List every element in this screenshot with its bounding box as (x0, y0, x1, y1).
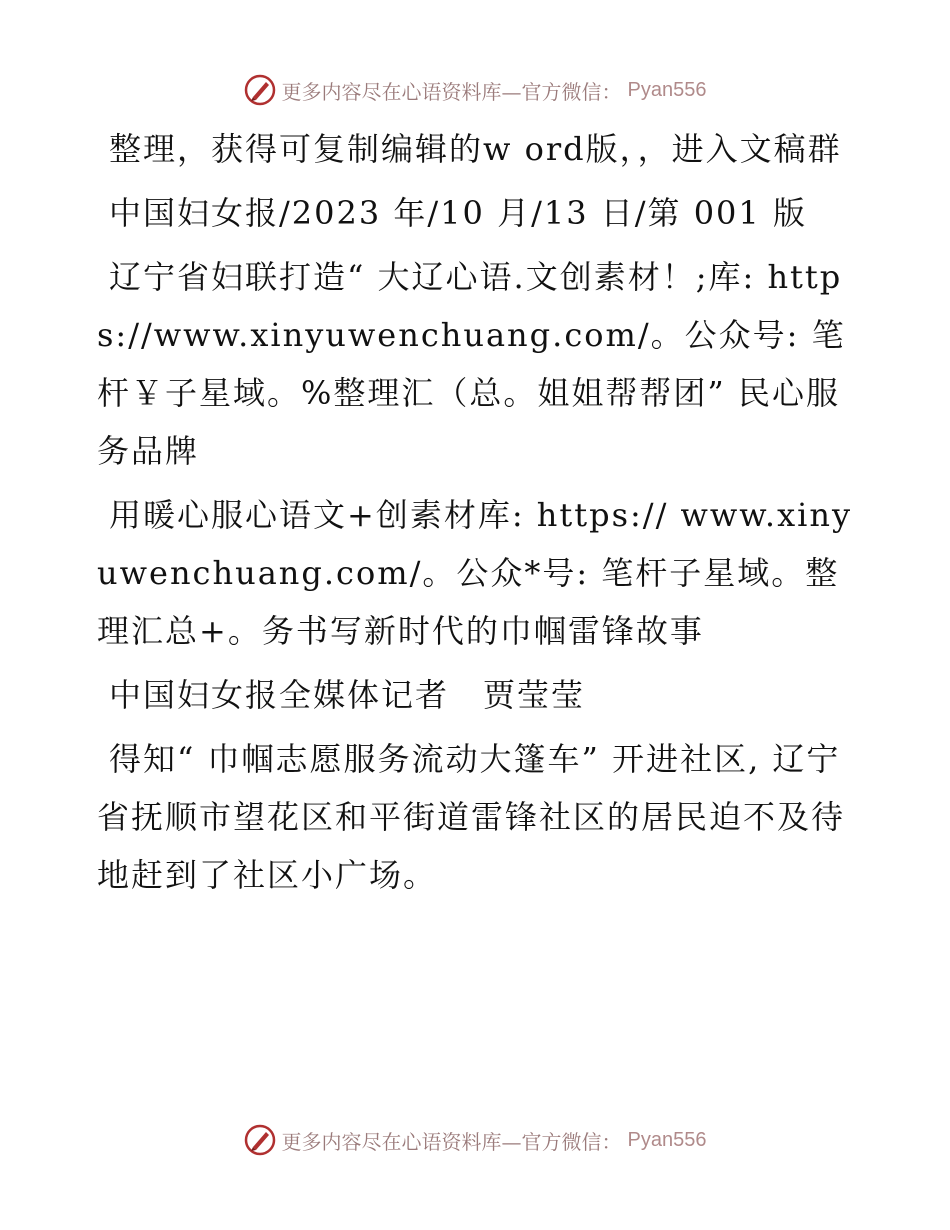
paragraph-6: 得知“ 巾帼志愿服务流动大篷车” 开进社区, 辽宁省抚顺市望花区和平街道雷锋社区的居民迫不及待地赶到了社区小广场。 (97, 740, 846, 894)
paragraph-5: 中国妇女报全媒体记者 贾莹莹 (109, 676, 586, 714)
header-watermark (0, 70, 950, 110)
paragraph-4: 用暖心服心语文+创素材库: https:// www.xinyuwenchuang.com/。公众*号: 笔杆子星域。整理汇总+。务书写新时代的巾帼雷锋故事 (97, 496, 853, 650)
document-body (97, 120, 857, 910)
watermark-contact: Pyan556 (627, 78, 707, 101)
footer-watermark (0, 1120, 950, 1160)
paragraph-1: 整理，获得可复制编辑的w ord版，，进入文稿群 (109, 130, 842, 168)
paragraph-3: 辽宁省妇联打造“ 大辽心语.文创素材！;库: https://www.xinyuwenchuang.com/。公众号: 笔杆￥子星域。%整理汇（总。姐姐帮帮团” 民心服务品牌 (97, 258, 846, 470)
paragraph-2: 中国妇女报/2023 年/10 月/13 日/第 001 版 (109, 194, 807, 232)
watermark-text: 更多内容尽在心语资料库—官方微信： (281, 1129, 622, 1154)
pen-logo-icon (244, 74, 276, 106)
watermark-contact: Pyan556 (627, 1128, 707, 1151)
watermark-text: 更多内容尽在心语资料库—官方微信： (281, 79, 622, 104)
pen-logo-icon (244, 1124, 276, 1156)
